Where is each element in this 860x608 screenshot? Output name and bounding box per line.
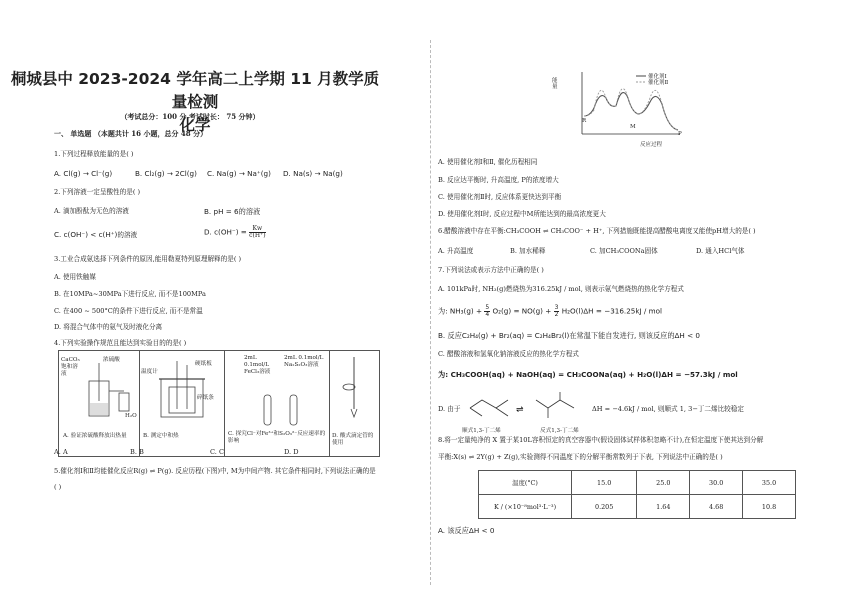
q4-cell-b bbox=[139, 351, 225, 456]
q4-label-caco3: CaCO₃饱和溶液 bbox=[61, 357, 80, 377]
q7-cis-label: 顺式1,3-丁二烯 bbox=[462, 428, 501, 434]
exam-meta: （考试总分：100 分 考试时长： 75 分钟） bbox=[120, 112, 260, 121]
q6-option-a: A. 升高温度 bbox=[438, 247, 474, 255]
table-head-k: K / (×10⁻⁸mol³·L⁻³) bbox=[479, 495, 572, 519]
q1-stem: 1.下列过程释放能量的是( ) bbox=[54, 150, 134, 158]
q7-option-b: B. 反应C₂H₄(g) + Br₂(aq) = C₂H₄Br₂(l)在常温下能自发进行, 则该反应的ΔH < 0 bbox=[438, 331, 700, 340]
apparatus-d-icon bbox=[329, 351, 379, 431]
exam-title bbox=[10, 68, 380, 137]
q1-option-a: A. Cl(g) → Cl⁻(g) bbox=[54, 169, 113, 178]
q3-option-a: A. 使用铁触媒 bbox=[54, 273, 96, 281]
q4-caption-a: A. 验证浓硫酸释放出热量 bbox=[63, 433, 127, 439]
q7-option-d-suffix: ΔH = −4.6kJ / mol, 则顺式 1, 3−丁二烯比较稳定 bbox=[592, 405, 744, 413]
q7-butadiene-structures bbox=[460, 390, 590, 430]
table-cell: 10.8 bbox=[743, 495, 796, 519]
q1-option-c: C. Na(g) → Na⁺(g) bbox=[207, 169, 271, 178]
q7-option-a-line1: A. 101kPa时, NH₃(g)燃烧热为316.25kJ / mol, 则表示氨气燃烧热的热化学方程式 bbox=[438, 285, 684, 293]
q7-option-d-prefix: D. 由于 bbox=[438, 405, 461, 413]
q2-option-b: B. pH = 6的溶液 bbox=[204, 207, 261, 216]
q5-option-c: C. 使用催化剂Ⅱ时, 反应体系更快达到平衡 bbox=[438, 193, 562, 201]
q1-option-d: D. Na(s) → Na(g) bbox=[283, 169, 343, 178]
q5-point-r: R bbox=[582, 118, 587, 124]
q8-stem-line2: 平衡:X(s) ⇌ 2Y(g) + Z(g),实验测得不同温度下的分解平衡常数列于下表, 下列说法中正确的是( ) bbox=[438, 453, 723, 461]
table-row bbox=[479, 471, 796, 495]
table-cell: 4.68 bbox=[690, 495, 743, 519]
q7-trans-label: 反式1,3-丁二烯 bbox=[540, 428, 579, 434]
q8-option-a: A. 该反应ΔH < 0 bbox=[438, 526, 495, 535]
q5-legend-1: 催化剂Ⅰ bbox=[648, 74, 667, 80]
q5-stem-line1: 5.催化剂Ⅰ和Ⅱ均能催化反应R(g) ⇌ P(g). 反应历程(下图)中, M为中间产物. 其它条件相同时,下列说法正确的是 bbox=[54, 467, 376, 475]
q5-stem-line2: ( ) bbox=[54, 483, 62, 491]
q6-option-d: D. 通入HCl气体 bbox=[696, 247, 745, 255]
q4-caption-d: D. 酸式滴定管的使用 bbox=[332, 433, 374, 446]
q5-point-m: M bbox=[630, 124, 636, 130]
table-cell: 15.0 bbox=[572, 471, 637, 495]
q2-option-c: C. c(OH⁻) < c(H⁺)的溶液 bbox=[54, 230, 138, 239]
section-heading: 一、 单选题 （本题共计 16 小题，总分 48 分） bbox=[54, 129, 208, 138]
q2-option-d: D. c(OH⁻) = $\frac{Kw}{c(H^+)}$ bbox=[204, 225, 266, 239]
title-line-1: 桐城县中 2023-2024 学年高二上学期 11 月教学质量检测 bbox=[10, 70, 380, 111]
q6-option-c: C. 加CH₃COONa固体 bbox=[590, 247, 658, 255]
table-row bbox=[479, 495, 796, 519]
q3-stem: 3.工业合成氨选择下列条件的原因,能用勒夏特列原理解释的是( ) bbox=[54, 255, 242, 263]
q4-cell-c bbox=[224, 351, 330, 456]
q7-option-a-line2: 为: NH₃(g) + $\frac{5}{4}$ O₂(g) = NO(g) + $\frac{3}{2}$ H₂O(l)ΔH = −316.25kJ / mol bbox=[438, 304, 663, 318]
q5-point-p: P bbox=[678, 131, 682, 137]
table-cell: 30.0 bbox=[690, 471, 743, 495]
table-cell: 1.64 bbox=[637, 495, 690, 519]
q3-option-b: B. 在10MPa~30MPa下进行反应, 而不是100MPa bbox=[54, 290, 206, 298]
q4-option-b: B. B bbox=[130, 448, 144, 456]
q6-option-b: B. 加水稀释 bbox=[510, 247, 546, 255]
q8-equilibrium-table bbox=[478, 470, 796, 519]
q4-label-paper: 碎纸条 bbox=[197, 395, 214, 401]
q4-cell-a bbox=[59, 351, 140, 456]
q4-label-thermometer: 温度计 bbox=[141, 369, 158, 375]
q4-caption-c: C. 探究Cl⁻对Fe³⁺和S₂O₃²⁻反应速率的影响 bbox=[228, 431, 326, 444]
q4-caption-b: B. 测定中和热 bbox=[143, 433, 179, 439]
q4-cell-d bbox=[329, 351, 379, 456]
q4-label-na2s2o3: 2mL 0.1mol/L Na₂S₂O₃溶液 bbox=[284, 355, 324, 368]
svg-text:⇌: ⇌ bbox=[516, 405, 524, 415]
q5-option-d: D. 使用催化剂Ⅰ时, 反应过程中M所能达到的最高浓度更大 bbox=[438, 210, 606, 218]
q7-stem: 7.下列说法或表示方法中正确的是( ) bbox=[438, 266, 544, 274]
q2-option-a: A. 滴加酚酞为无色的溶液 bbox=[54, 207, 129, 215]
q4-option-d: D. D bbox=[284, 448, 299, 456]
column-divider bbox=[430, 40, 431, 585]
q6-stem: 6.醋酸溶液中存在平衡:CH₃COOH ⇌ CH₃COO⁻ + H⁺, 下列措施既能提高醋酸电离度又能使pH增大的是( ) bbox=[438, 227, 756, 235]
q5-option-a: A. 使用催化剂Ⅰ和Ⅱ, 催化历程相同 bbox=[438, 158, 538, 166]
q4-label-board: 硬纸板 bbox=[195, 361, 212, 367]
q4-label-fecl3: 2mL 0.1mol/L FeCl₃溶液 bbox=[244, 355, 271, 375]
q7-option-c-line1: C. 醋酸溶液和氢氧化钠溶液反应的热化学方程式 bbox=[438, 350, 579, 358]
q2-stem: 2.下列溶液一定呈酸性的是( ) bbox=[54, 188, 141, 196]
q5-option-b: B. 反应达平衡时, 升高温度, P的浓度增大 bbox=[438, 176, 559, 184]
q7-option-c-line2: 为: CH₃COOH(aq) + NaOH(aq) = CH₃COONa(aq) + H₂O(l)ΔH = −57.3kJ / mol bbox=[438, 370, 738, 379]
table-cell: 25.0 bbox=[637, 471, 690, 495]
q5-y-label: 能量 bbox=[552, 78, 558, 90]
q4-label-water: H₂O bbox=[125, 413, 137, 419]
q3-option-d: D. 将混合气体中的氨气及时液化分离 bbox=[54, 323, 163, 331]
q4-label-acid: 浓硫酸 bbox=[103, 357, 120, 363]
table-cell: 0.205 bbox=[572, 495, 637, 519]
title-line-2: 化学 bbox=[179, 116, 211, 134]
table-head-temp: 温度(°C) bbox=[479, 471, 572, 495]
q8-stem-line1: 8.将一定量纯净的 X 置于某10L容积恒定的真空容器中(假设固体试样体积忽略不计),在恒定温度下使其达到分解 bbox=[438, 436, 764, 444]
q4-stem: 4.下列实验操作规范且能达到实验目的的是( ) bbox=[54, 339, 187, 347]
q1-option-b: B. Cl₂(g) → 2Cl(g) bbox=[135, 169, 197, 178]
q4-apparatus-table bbox=[58, 350, 380, 457]
table-cell: 35.0 bbox=[743, 471, 796, 495]
q3-option-c: C. 在400 ~ 500°C的条件下进行反应, 而不是常温 bbox=[54, 307, 203, 315]
q5-x-label: 反应过程 bbox=[640, 142, 663, 148]
q4-option-c: C. C bbox=[210, 448, 225, 456]
q5-legend-2: 催化剂Ⅱ bbox=[648, 80, 669, 86]
q4-option-a: A. A bbox=[54, 448, 68, 456]
